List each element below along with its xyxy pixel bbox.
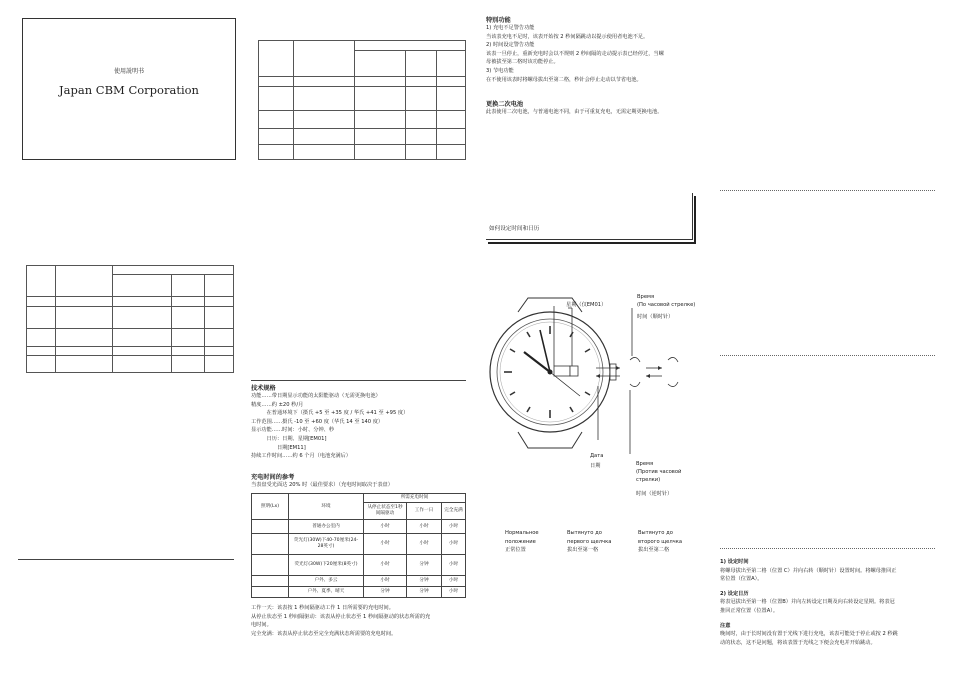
spec-line: 日期[EM11] bbox=[251, 444, 306, 451]
corporation-name: Japan CBM Corporation bbox=[59, 83, 199, 97]
table-row bbox=[252, 576, 466, 587]
special-heading: 特别功能 bbox=[486, 17, 511, 24]
specs-rule bbox=[251, 380, 466, 381]
position-zh: 拔出至第二格 bbox=[638, 547, 670, 554]
position-ru2: положение bbox=[505, 538, 536, 545]
value-cell: 分钟 bbox=[364, 587, 407, 598]
position-ru1: Вытянуто до bbox=[638, 530, 673, 536]
value-cell: 小时 bbox=[407, 534, 442, 555]
position-ru2: первого щелчка bbox=[567, 538, 612, 545]
spec-line: 在普通环境下（摄氏 +5 至 +35 度 / 华氏 +41 至 +95 度） bbox=[251, 410, 409, 417]
table-row bbox=[252, 534, 466, 555]
set-time-heading: 1) 设定时间 bbox=[720, 559, 749, 565]
label-time2-zh: 时间（逆时针） bbox=[636, 491, 673, 497]
table-row bbox=[252, 555, 466, 576]
value-cell: 分钟 bbox=[407, 576, 442, 587]
cover-title: 使用説明书 bbox=[113, 68, 144, 75]
col-lux: 照明(Lx) bbox=[252, 494, 289, 520]
instruction-line: 晚间时，由于长时间没有置于光线下进行充电，该表可能处于停止或按 2 秒跳 bbox=[720, 631, 898, 638]
table-row bbox=[252, 520, 466, 534]
value-cell: 小时 bbox=[364, 555, 407, 576]
watch-icon bbox=[490, 298, 616, 448]
note-line: 工作一天：该表按 1 秒间隔驱动工作 1 日所需要的充电时间。 bbox=[251, 605, 394, 611]
label-date-zh: 日期 bbox=[590, 463, 601, 469]
position-first-click bbox=[567, 529, 611, 555]
value-cell: 小时 bbox=[442, 587, 466, 598]
special-line: 在不使用该表时将螺母拔出至第二格，秒针会停止走动以节省电池。 bbox=[486, 76, 642, 83]
env-cell: 荧光灯(30W)下40-70厘米(24-28英寸) bbox=[289, 534, 364, 555]
spec-line: 工作范围……摄氏 -10 至 +60 度（华氏 14 至 140 度） bbox=[251, 418, 384, 425]
note-line: 从停止状态至 1 秒间隔驱动：该表从停止状态至 1 秒间隔驱动的状态所需的充 bbox=[251, 613, 431, 620]
value-cell: 小时 bbox=[442, 520, 466, 534]
position-ru2: второго щелчка bbox=[638, 538, 683, 545]
instruction-line: 将螺母拔出至第二格（位置 C）并向右转（顺时针）设置时间。将螺母推回正 bbox=[720, 567, 897, 574]
instructions bbox=[720, 558, 898, 647]
value-cell: 小时 bbox=[442, 576, 466, 587]
value-cell: 小时 bbox=[407, 520, 442, 534]
col-required: 所需充电时间 bbox=[364, 494, 466, 503]
instruction-line: 常位置（位置A）。 bbox=[720, 576, 763, 583]
charging-subtitle: 当表盘受光面达 20% 时（最佳要求）（充电时间取决于表盘） bbox=[251, 482, 393, 488]
grid-table-left bbox=[26, 265, 234, 373]
env-cell: 户外、多云 bbox=[289, 576, 364, 587]
grid-table-top bbox=[258, 40, 466, 160]
label-time2-ru3: стрелки) bbox=[636, 477, 661, 483]
value-cell: 小时 bbox=[364, 520, 407, 534]
value-cell: 小时 bbox=[442, 534, 466, 555]
position-zh: 正常位置 bbox=[505, 547, 526, 554]
value-cell: 分钟 bbox=[407, 555, 442, 576]
note-line: 电时间。 bbox=[251, 622, 272, 629]
spec-line: 日历：日期、星期[EM01] bbox=[251, 435, 327, 442]
value-cell: 小时 bbox=[442, 555, 466, 576]
label-time2-ru: Время bbox=[636, 461, 654, 467]
instruction-line: 将表冠拔出至第一格（位置B）并向左转设定日期及向右转设定星期。将表冠 bbox=[720, 599, 895, 606]
label-day: 星期（仅EM01） bbox=[566, 302, 607, 308]
position-ru1: Вытянуто до bbox=[567, 530, 602, 536]
env-cell: 荧光灯(30W)下20厘米(8英寸) bbox=[289, 555, 364, 576]
special-body bbox=[486, 24, 664, 84]
position-normal bbox=[505, 529, 539, 555]
env-cell: 普通办公室内 bbox=[289, 520, 364, 534]
value-cell: 小时 bbox=[364, 534, 407, 555]
replace-line: 此表使用二次电池，与普通电池不同，由于可重复充电，无需定期更换电池。 bbox=[486, 109, 663, 115]
dotted-separator bbox=[720, 190, 935, 191]
special-line: 1) 充电不足警告功能 bbox=[486, 25, 535, 31]
spec-line: 持续工作时间……约 6 个月（电池充满后） bbox=[251, 453, 351, 460]
charging-notes bbox=[251, 604, 430, 638]
env-cell: 户外、夏季、晴天 bbox=[289, 587, 364, 598]
charging-heading: 充电时间的参考 bbox=[251, 474, 295, 481]
spec-line: 显示功能……时间：小时、分钟、秒 bbox=[251, 427, 335, 434]
instruction-line: 推回正常位置（位置A）。 bbox=[720, 607, 779, 614]
divider-left bbox=[18, 559, 234, 560]
label-time-zh: 时间（顺时针） bbox=[637, 314, 674, 320]
setting-frame-shadow bbox=[488, 196, 696, 244]
spec-line: 精度……约 ±20 秒/月 bbox=[251, 401, 304, 408]
position-second-click bbox=[638, 529, 682, 555]
special-line: 母被拔至第二格时该功能停止。 bbox=[486, 59, 559, 66]
special-line: 该表一旦停止，重新充电时会以不规则 2 秒间隔的走动提示表已经停过，当螺 bbox=[486, 50, 664, 57]
col-c1: 从停止状态至1秒间隔驱动 bbox=[364, 503, 407, 520]
note-heading: 注意 bbox=[720, 622, 731, 629]
cover-panel bbox=[22, 18, 236, 160]
position-zh: 拔出至第一格 bbox=[567, 547, 599, 554]
position-ru1: Нормальное bbox=[505, 530, 539, 536]
replace-heading: 更换二次电池 bbox=[486, 101, 524, 108]
col-c2: 工作一日 bbox=[407, 503, 442, 520]
table-row bbox=[252, 587, 466, 598]
setting-heading: 如何设定时间和日历 bbox=[489, 226, 540, 232]
label-time-ru2: (По часовой стрелке) bbox=[637, 302, 696, 308]
dotted-separator bbox=[720, 548, 935, 549]
special-line: 3) 节电功能 bbox=[486, 67, 514, 74]
col-env: 环境 bbox=[289, 494, 364, 520]
dotted-separator bbox=[720, 355, 935, 356]
note-line: 完全充满：该表从停止状态至完全充满状态所需要的充电时间。 bbox=[251, 630, 397, 637]
instruction-line: 动的状态，这不是问题，将该表置于光线之下便会充电并开始跳动。 bbox=[720, 639, 876, 646]
col-c3: 完全充满 bbox=[442, 503, 466, 520]
spec-line: 功能……带日期显示功能的太阳能驱动（无需更换电池） bbox=[251, 393, 381, 399]
set-calendar-heading: 2) 设定日历 bbox=[720, 590, 749, 597]
charging-table bbox=[251, 493, 466, 598]
label-time-ru: Время bbox=[637, 294, 655, 300]
watch-diagram bbox=[480, 290, 710, 475]
label-time2-ru2: (Против часовой bbox=[636, 469, 682, 475]
specs-heading: 技术规格 bbox=[251, 385, 276, 392]
special-line: 当该表充电不足时，该表开始按 2 秒间隔跳动以提示使用者电池不足。 bbox=[486, 33, 649, 40]
specs-body bbox=[251, 392, 408, 461]
value-cell: 小时 bbox=[364, 576, 407, 587]
value-cell: 分钟 bbox=[407, 587, 442, 598]
special-line: 2) 时间设定警告功能 bbox=[486, 42, 535, 49]
label-date-ru: Дата bbox=[590, 453, 604, 459]
